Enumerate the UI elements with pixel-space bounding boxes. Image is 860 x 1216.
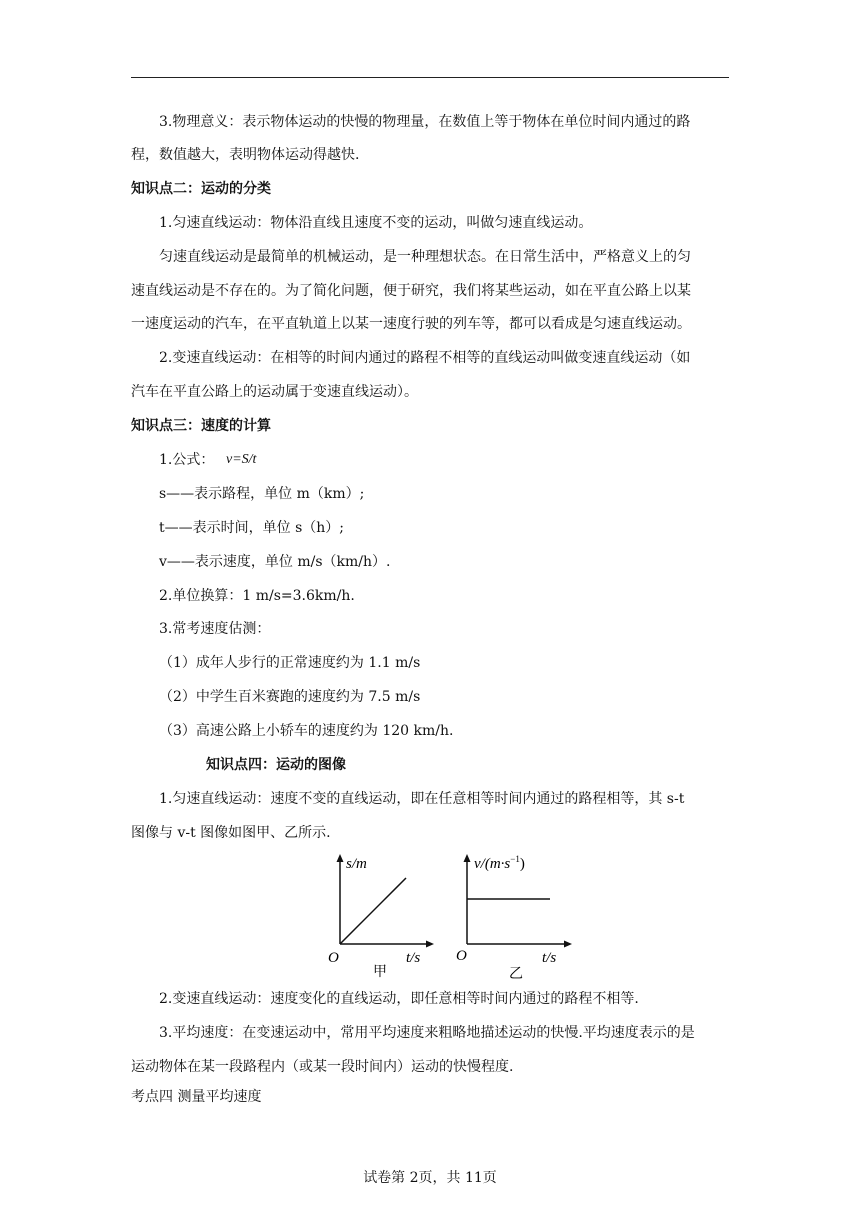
paragraph-line: 1.匀速直线运动：物体沿直线且速度不变的运动，叫做匀速直线运动。 bbox=[159, 215, 593, 231]
v-t-caption: 乙 bbox=[509, 967, 523, 982]
paragraph-line: 汽车在平直公路上的运动属于变速直线运动）。 bbox=[131, 384, 418, 400]
s-t-origin: O bbox=[328, 950, 339, 966]
s-t-graph bbox=[328, 854, 434, 980]
v-t-xlabel: t/s bbox=[542, 950, 557, 966]
paragraph-line: t——表示时间，单位 s（h）; bbox=[159, 520, 344, 536]
s-t-ylabel: s/m bbox=[346, 856, 367, 872]
motion-graphs-figure bbox=[316, 848, 576, 982]
section-heading: 知识点四：运动的图像 bbox=[206, 757, 346, 773]
paragraph-line: 3.平均速度：在变速运动中，常用平均速度来粗略地描述运动的快慢.平均速度表示的是 bbox=[159, 1025, 695, 1041]
paragraph-line: 2.变速直线运动：速度变化的直线运动，即任意相等时间内通过的路程不相等. bbox=[159, 991, 639, 1007]
paragraph-line: 速直线运动是不存在的。为了简化问题，便于研究，我们将某些运动，如在平直公路上以某 bbox=[131, 283, 691, 299]
section-heading: 知识点二：运动的分类 bbox=[131, 181, 271, 197]
paragraph-line: （3）高速公路上小轿车的速度约为 120 km/h. bbox=[159, 723, 454, 739]
s-t-line bbox=[340, 878, 406, 944]
paragraph-line: （1）成年人步行的正常速度约为 1.1 m/s bbox=[159, 655, 421, 671]
paragraph-line: 1.匀速直线运动：速度不变的直线运动，即在任意相等时间内通过的路程相等，其 s-t bbox=[159, 791, 685, 807]
paragraph-line: 匀速直线运动是最简单的机械运动，是一种理想状态。在日常生活中，严格意义上的匀 bbox=[159, 249, 691, 265]
paragraph-line: v——表示速度，单位 m/s（km/h）. bbox=[159, 554, 391, 570]
paragraph-line: 3.物理意义：表示物体运动的快慢的物理量，在数值上等于物体在单位时间内通过的路 bbox=[159, 114, 691, 130]
paragraph-line: s——表示路程，单位 m（km）; bbox=[159, 486, 365, 502]
paragraph-line: （2）中学生百米赛跑的速度约为 7.5 m/s bbox=[159, 689, 421, 705]
paragraph-line: 图像与 v-t 图像如图甲、乙所示. bbox=[131, 825, 331, 841]
s-t-caption: 甲 bbox=[373, 965, 387, 980]
paragraph-line: 程，数值越大，表明物体运动得越快. bbox=[131, 147, 360, 163]
paragraph-line: 2.单位换算：1 m/s=3.6km/h. bbox=[159, 588, 355, 604]
v-t-ylabel: $v/(m\cdot s^{-1})$ bbox=[474, 854, 525, 872]
paragraph-line: 2.变速直线运动：在相等的时间内通过的路程不相等的直线运动叫做变速直线运动（如 bbox=[159, 350, 691, 366]
formula: v=S/t bbox=[226, 452, 257, 467]
section-heading: 知识点三：速度的计算 bbox=[131, 418, 271, 434]
page-footer: 试卷第 2页，共 11页 bbox=[363, 1170, 497, 1186]
s-t-xlabel: t/s bbox=[406, 950, 421, 966]
paragraph-line: 运动物体在某一段路程内（或某一段时间内）运动的快慢程度. bbox=[131, 1059, 514, 1075]
header-rule bbox=[131, 77, 729, 78]
v-t-graph bbox=[456, 854, 572, 982]
section-heading: 考点四 测量平均速度 bbox=[131, 1089, 262, 1105]
v-t-origin: O bbox=[456, 948, 467, 964]
paragraph-line: 一速度运动的汽车，在平直轨道上以某一速度行驶的列车等，都可以看成是匀速直线运动。 bbox=[131, 316, 691, 332]
paragraph-line: 1.公式： bbox=[159, 452, 215, 468]
paragraph-line: 3.常考速度估测： bbox=[159, 621, 271, 637]
